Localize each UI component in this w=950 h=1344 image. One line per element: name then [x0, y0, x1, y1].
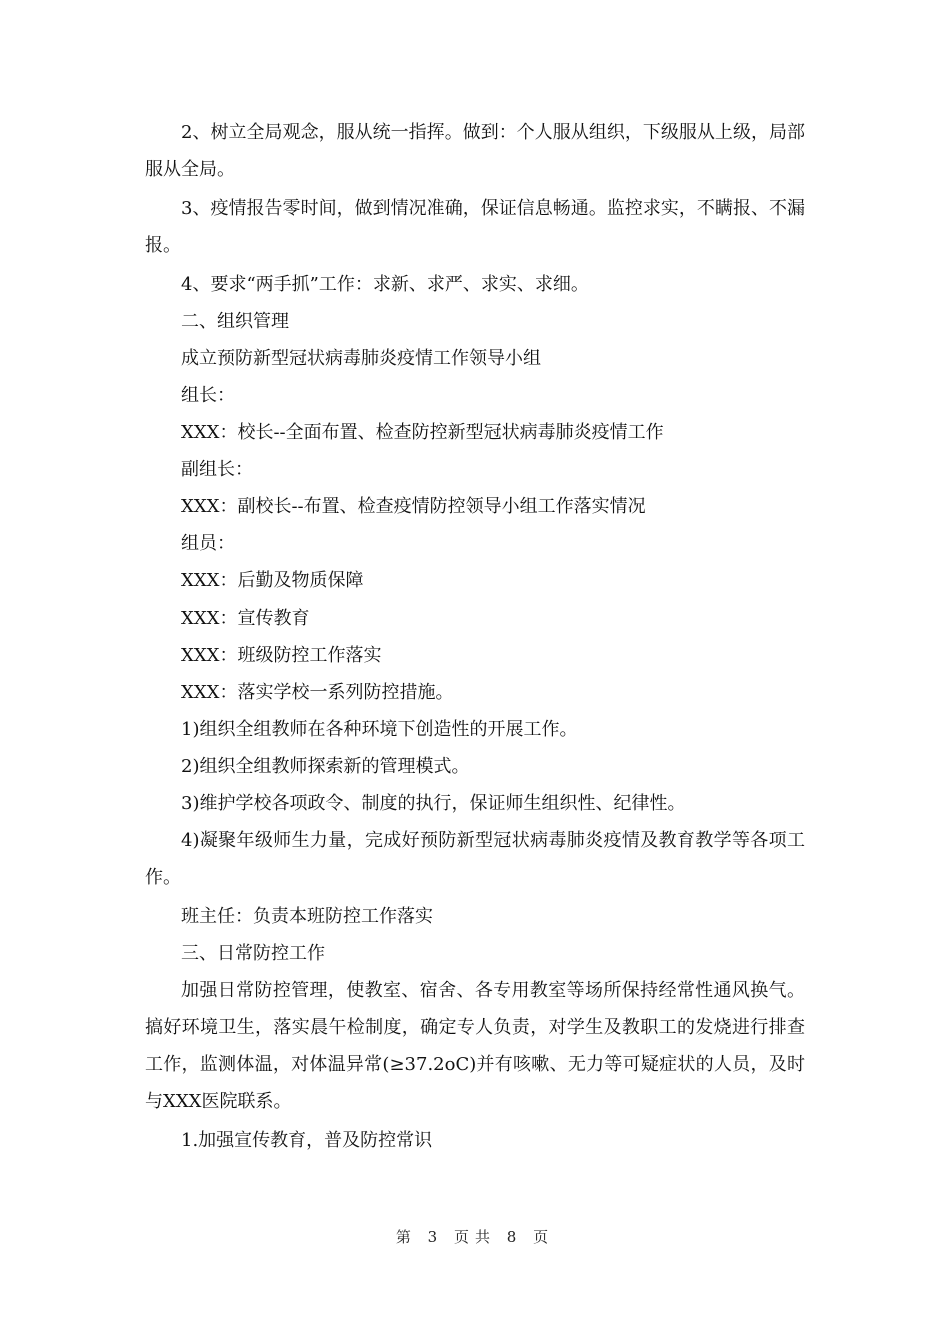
paragraph-19: 班主任：负责本班防控工作落实 — [181, 906, 433, 927]
paragraph-9: XXX：副校长--布置、检查疫情防控领导小组工作落实情况 — [181, 496, 646, 517]
paragraph-7: XXX：校长--全面布置、检查防控新型冠状病毒肺炎疫情工作 — [181, 422, 664, 443]
paragraph-1: 2、树立全局观念，服从统一指挥。做到：个人服从组织，下级服从上级，局部服从全局。 — [145, 122, 805, 180]
page-footer: 第 3 页共 8 页 — [395, 1228, 555, 1246]
paragraph-10: 组员： — [181, 533, 235, 554]
paragraph-18: 4)凝聚年级师生力量，完成好预防新型冠状病毒肺炎疫情及教育教学等各项工作。 — [145, 830, 805, 888]
paragraph-13: XXX：班级防控工作落实 — [181, 645, 382, 666]
paragraph-21: 加强日常防控管理，使教室、宿舍、各专用教室等场所保持经常性通风换气。搞好环境卫生，落实晨午检制度，确定专人负责，对学生及教职工的发烧进行排查工作，监测体温，对体温异常(≥37.2oC)并有咳嗽、无力等可疑症状的人员，及时与XXX医院联系。 — [145, 980, 805, 1112]
paragraph-11: XXX：后勤及物质保障 — [181, 570, 364, 591]
paragraph-16: 2)组织全组教师探索新的管理模式。 — [181, 756, 470, 777]
paragraph-14: XXX：落实学校一系列防控措施。 — [181, 682, 454, 703]
paragraph-15: 1)组织全组教师在各种环境下创造性的开展工作。 — [181, 719, 578, 740]
paragraph-17: 3)维护学校各项政令、制度的执行，保证师生组织性、纪律性。 — [181, 793, 686, 814]
paragraph-22: 1.加强宣传教育，普及防控常识 — [181, 1130, 433, 1151]
section-heading-organization: 二、组织管理 — [181, 311, 289, 332]
section-heading-daily: 三、日常防控工作 — [181, 943, 325, 964]
paragraph-6: 组长： — [181, 385, 235, 406]
paragraph-2: 3、疫情报告零时间，做到情况准确，保证信息畅通。监控求实，不瞒报、不漏报。 — [145, 198, 805, 256]
paragraph-8: 副组长： — [181, 459, 253, 480]
paragraph-12: XXX：宣传教育 — [181, 608, 310, 629]
paragraph-5: 成立预防新型冠状病毒肺炎疫情工作领导小组 — [181, 348, 541, 369]
paragraph-3: 4、要求“两手抓”工作：求新、求严、求实、求细。 — [181, 274, 589, 295]
